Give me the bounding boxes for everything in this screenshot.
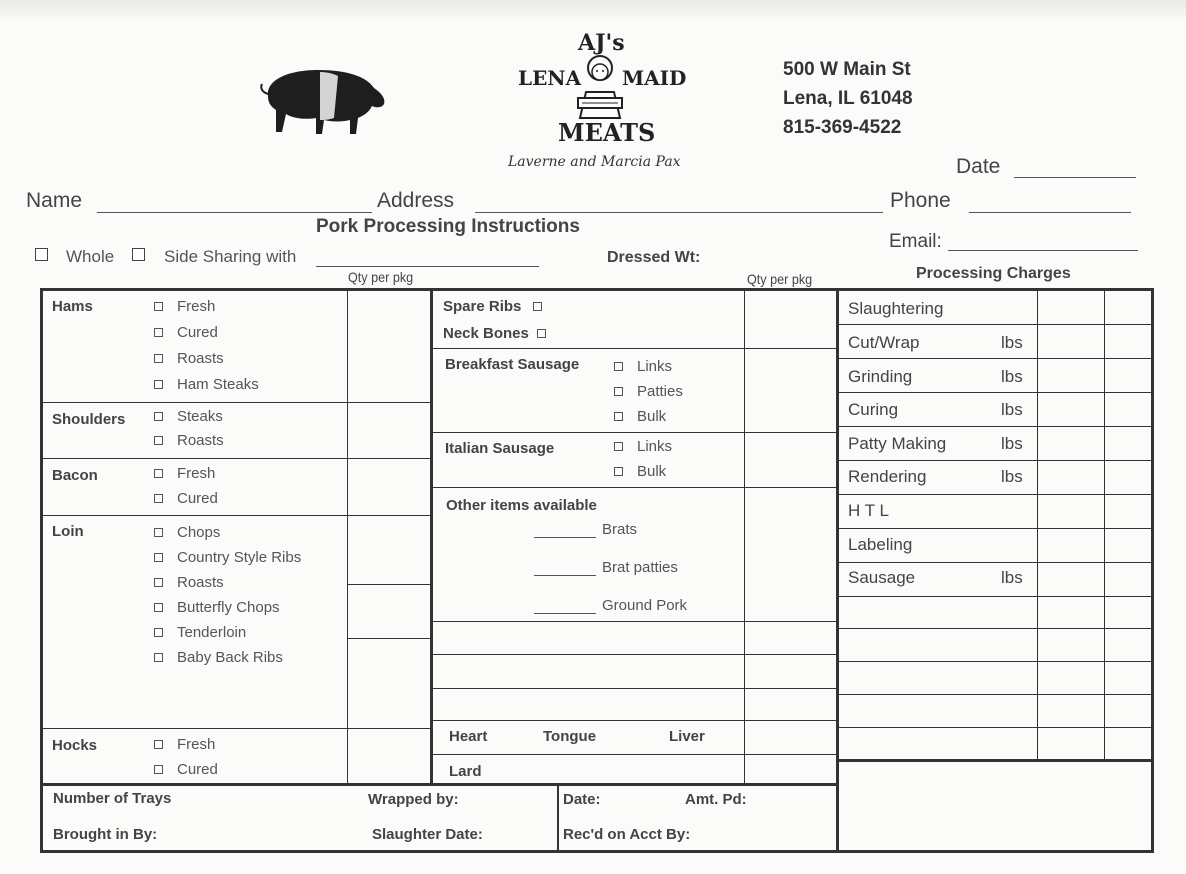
- whole-label: Whole: [66, 247, 115, 266]
- slaughter-date-label: Slaughter Date:: [372, 826, 483, 843]
- checkbox-icon[interactable]: [154, 494, 163, 503]
- lard-label: Lard: [449, 763, 482, 780]
- loin-label: Loin: [52, 523, 84, 540]
- checkbox-icon[interactable]: [154, 436, 163, 445]
- hocks-label: Hocks: [52, 737, 98, 754]
- loin-tenderloin-option[interactable]: Tenderloin: [154, 624, 246, 641]
- shoulders-steaks-option[interactable]: Steaks: [154, 408, 223, 425]
- italian-links-option[interactable]: Links: [614, 438, 672, 455]
- checkbox-icon[interactable]: [154, 302, 163, 311]
- date-field[interactable]: [1014, 177, 1136, 178]
- checkbox-icon[interactable]: [154, 578, 163, 587]
- checkbox-icon[interactable]: [154, 765, 163, 774]
- hams-roasts-option[interactable]: Roasts: [154, 350, 224, 367]
- checkbox-icon[interactable]: [614, 387, 623, 396]
- page-title: Pork Processing Instructions: [316, 216, 580, 237]
- charge-cutwrap-label: Cut/Wrap: [848, 333, 920, 352]
- loin-baby-back-option[interactable]: Baby Back Ribs: [154, 649, 283, 666]
- hocks-fresh-option[interactable]: Fresh: [154, 736, 215, 753]
- charge-grinding-unit: lbs: [1001, 367, 1023, 386]
- charge-rendering-label: Rendering: [848, 467, 927, 486]
- loin-chops-option[interactable]: Chops: [154, 524, 220, 541]
- date-label: Date: [956, 155, 1001, 178]
- loin-butterfly-option[interactable]: Butterfly Chops: [154, 599, 280, 616]
- phone-field[interactable]: [969, 212, 1131, 213]
- qty-per-pkg-middle-label: Qty per pkg: [747, 271, 813, 287]
- loin-country-ribs-option[interactable]: Country Style Ribs: [154, 549, 301, 566]
- amt-pd-label: Amt. Pd:: [685, 791, 747, 808]
- page-top-shade: [0, 0, 1186, 22]
- checkbox-icon[interactable]: [614, 442, 623, 451]
- bacon-fresh-option[interactable]: Fresh: [154, 465, 215, 482]
- brats-qty-field[interactable]: [534, 537, 596, 538]
- hocks-cured-option[interactable]: Cured: [154, 761, 218, 778]
- charge-htl-label: H T L: [848, 501, 889, 520]
- logo-meats-text: MEATS: [558, 118, 656, 147]
- liver-label: Liver: [669, 728, 705, 745]
- brat-patties-label: Brat patties: [602, 559, 678, 576]
- ground-pork-label: Ground Pork: [602, 597, 688, 614]
- brought-in-by-label: Brought in By:: [53, 826, 158, 843]
- address-phone: 815-369-4522: [783, 117, 902, 138]
- address-street: 500 W Main St: [783, 59, 911, 80]
- pig-icon: [258, 66, 388, 138]
- company-logo: [500, 30, 700, 180]
- bacon-cured-option[interactable]: Cured: [154, 490, 218, 507]
- checkbox-icon[interactable]: [533, 302, 542, 311]
- shoulders-label: Shoulders: [52, 411, 126, 428]
- tongue-label: Tongue: [543, 728, 597, 745]
- spare-ribs-option[interactable]: Spare Ribs: [443, 298, 556, 315]
- checkbox-icon[interactable]: [614, 412, 623, 421]
- charge-sausage-unit: lbs: [1001, 568, 1023, 587]
- name-field[interactable]: [97, 212, 372, 213]
- charge-patty-unit: lbs: [1001, 434, 1023, 453]
- hams-label: Hams: [52, 298, 93, 315]
- charge-slaughtering-label: Slaughtering: [848, 299, 944, 318]
- breakfast-bulk-option[interactable]: Bulk: [614, 408, 666, 425]
- checkbox-icon[interactable]: [614, 362, 623, 371]
- address-city: Lena, IL 61048: [783, 88, 913, 109]
- checkbox-icon[interactable]: [154, 354, 163, 363]
- charge-grinding-label: Grinding: [848, 367, 913, 386]
- charge-patty-label: Patty Making: [848, 434, 947, 453]
- italian-bulk-option[interactable]: Bulk: [614, 463, 666, 480]
- other-items-label: Other items available: [446, 497, 597, 514]
- checkbox-icon[interactable]: [154, 603, 163, 612]
- logo-lena-text: LENA: [518, 66, 582, 90]
- charge-curing-unit: lbs: [1001, 400, 1023, 419]
- checkbox-icon[interactable]: [154, 380, 163, 389]
- bacon-label: Bacon: [52, 467, 98, 484]
- charge-cutwrap-unit: lbs: [1001, 333, 1023, 352]
- checkbox-icon[interactable]: [154, 740, 163, 749]
- heart-label: Heart: [449, 728, 488, 745]
- hams-steaks-option[interactable]: Ham Steaks: [154, 376, 259, 393]
- charge-sausage-label: Sausage: [848, 568, 916, 587]
- phone-label: Phone: [890, 189, 951, 212]
- processing-charges-title: Processing Charges: [916, 265, 1071, 282]
- checkbox-icon[interactable]: [154, 328, 163, 337]
- checkbox-icon[interactable]: [154, 469, 163, 478]
- qty-per-pkg-left-label: Qty per pkg: [348, 269, 414, 285]
- whole-checkbox[interactable]: [35, 248, 48, 261]
- ground-pork-qty-field[interactable]: [534, 613, 596, 614]
- number-of-trays-label: Number of Trays: [53, 790, 172, 807]
- email-field[interactable]: [948, 250, 1138, 251]
- italian-sausage-label: Italian Sausage: [445, 440, 555, 457]
- footer-date-label: Date:: [563, 791, 601, 808]
- name-label: Name: [26, 189, 83, 212]
- neck-bones-option[interactable]: Neck Bones: [443, 325, 560, 342]
- checkbox-icon[interactable]: [154, 628, 163, 637]
- breakfast-links-option[interactable]: Links: [614, 358, 672, 375]
- hams-cured-option[interactable]: Cured: [154, 324, 218, 341]
- side-checkbox[interactable]: [132, 248, 145, 261]
- checkbox-icon[interactable]: [154, 412, 163, 421]
- loin-roasts-option[interactable]: Roasts: [154, 574, 224, 591]
- breakfast-patties-option[interactable]: Patties: [614, 383, 683, 400]
- logo-ajs-text: AJ's: [578, 30, 625, 56]
- hams-fresh-option[interactable]: Fresh: [154, 298, 215, 315]
- brat-patties-qty-field[interactable]: [534, 575, 596, 576]
- checkbox-icon[interactable]: [614, 467, 623, 476]
- checkbox-icon[interactable]: [154, 653, 163, 662]
- checkbox-icon[interactable]: [537, 329, 546, 338]
- address-field[interactable]: [475, 212, 883, 213]
- breakfast-sausage-label: Breakfast Sausage: [445, 356, 580, 373]
- checkbox-icon[interactable]: [154, 553, 163, 562]
- charge-curing-label: Curing: [848, 400, 899, 419]
- charge-labeling-label: Labeling: [848, 535, 913, 554]
- address-label: Address: [377, 189, 455, 212]
- side-sharing-field[interactable]: [316, 266, 539, 267]
- email-label: Email:: [889, 231, 942, 252]
- charge-rendering-unit: lbs: [1001, 467, 1023, 486]
- recd-on-acct-label: Rec'd on Acct By:: [563, 826, 691, 843]
- brats-label: Brats: [602, 521, 638, 538]
- logo-maid-text: MAID: [622, 66, 687, 90]
- shoulders-roasts-option[interactable]: Roasts: [154, 432, 224, 449]
- logo-owners-text: Laverne and Marcia Pax: [508, 154, 681, 170]
- business-address: [783, 55, 913, 142]
- checkbox-icon[interactable]: [154, 528, 163, 537]
- wrapped-by-label: Wrapped by:: [368, 791, 459, 808]
- side-sharing-label: Side Sharing with: [164, 247, 297, 266]
- dressed-wt-label: Dressed Wt:: [607, 249, 701, 266]
